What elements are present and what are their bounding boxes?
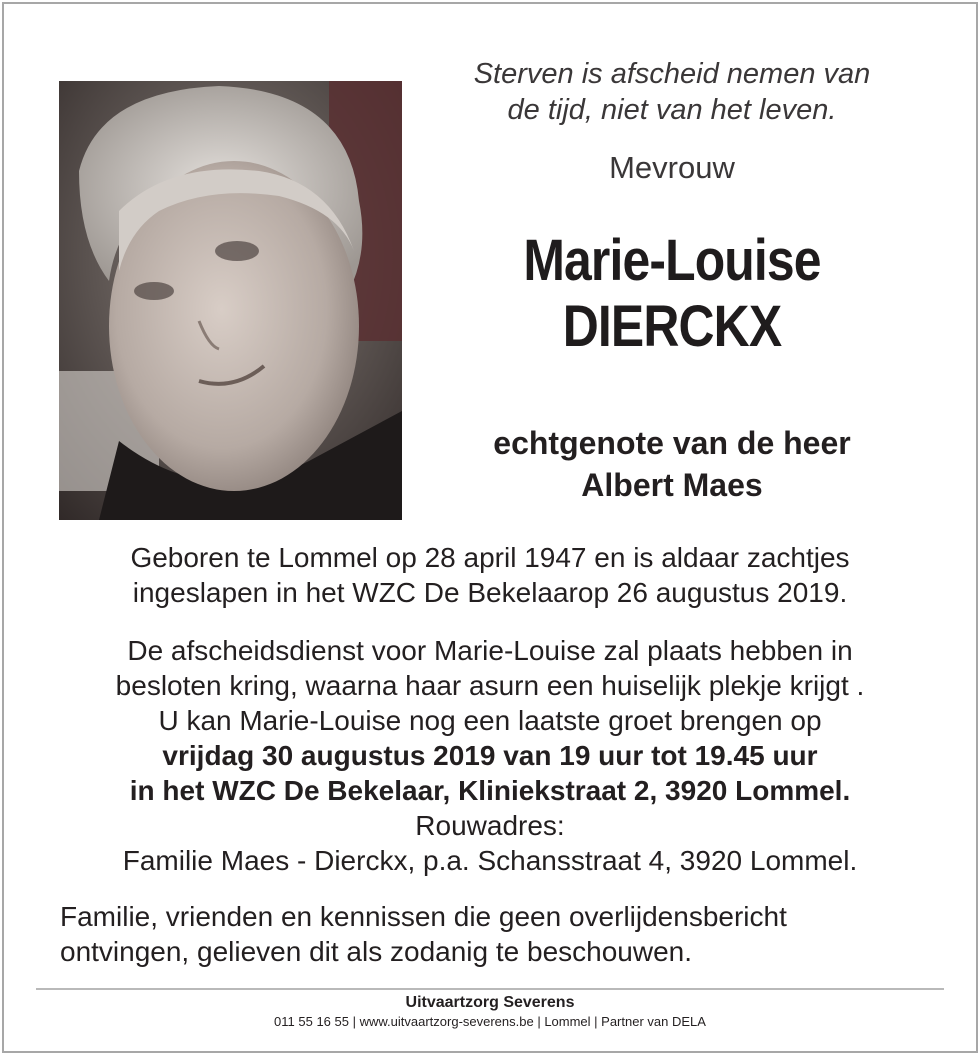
notice-line-1: Familie, vrienden en kennissen die geen overlijdensbericht	[60, 901, 787, 932]
spouse-info	[418, 422, 926, 506]
portrait-image	[59, 81, 402, 520]
funeral-home-name: Uitvaartzorg Severens	[405, 994, 575, 1011]
mourning-address: Familie Maes - Dierckx, p.a. Schansstraat 4, 3920 Lommel.	[122, 845, 858, 876]
service-location: in het WZC De Bekelaar, Kliniekstraat 2, 3920 Lommel.	[129, 775, 851, 806]
service-line-3: U kan Marie-Louise nog een laatste groet brengen op	[158, 705, 822, 736]
notice-text	[60, 899, 920, 969]
honorific-title: Mevrouw	[609, 150, 735, 185]
mourning-address-label: Rouwadres:	[415, 810, 565, 841]
spouse-relation: echtgenote van de heer	[493, 425, 851, 461]
motto: Sterven is afscheid nemen van de tijd, niet van het leven.	[473, 58, 871, 126]
born-line-1: Geboren te Lommel op 28 april 1947 en is aldaar zachtjes	[130, 542, 850, 573]
service-line-2: besloten kring, waarna haar asurn een huiselijk plekje krijgt .	[115, 670, 865, 701]
service-text	[36, 633, 944, 878]
deceased-name	[454, 228, 891, 360]
footer-divider	[36, 988, 944, 990]
first-name: Marie-Louise	[523, 228, 821, 293]
portrait-photo	[59, 81, 402, 520]
service-line-1: De afscheidsdienst voor Marie-Louise zal plaats hebben in	[127, 635, 853, 666]
born-line-2: ingeslapen in het WZC De Bekelaarop 26 augustus 2019.	[132, 577, 848, 608]
service-date: vrijdag 30 augustus 2019 van 19 uur tot 19.45 uur	[162, 740, 818, 771]
birth-death-text	[36, 540, 944, 610]
funeral-home-contact: 011 55 16 55 | www.uitvaartzorg-severens.be | Lommel | Partner van DELA	[274, 1014, 706, 1029]
spouse-name: Albert Maes	[581, 467, 763, 503]
last-name: DIERCKX	[562, 294, 782, 359]
notice-line-2: ontvingen, gelieven dit als zodanig te beschouwen.	[60, 936, 692, 967]
